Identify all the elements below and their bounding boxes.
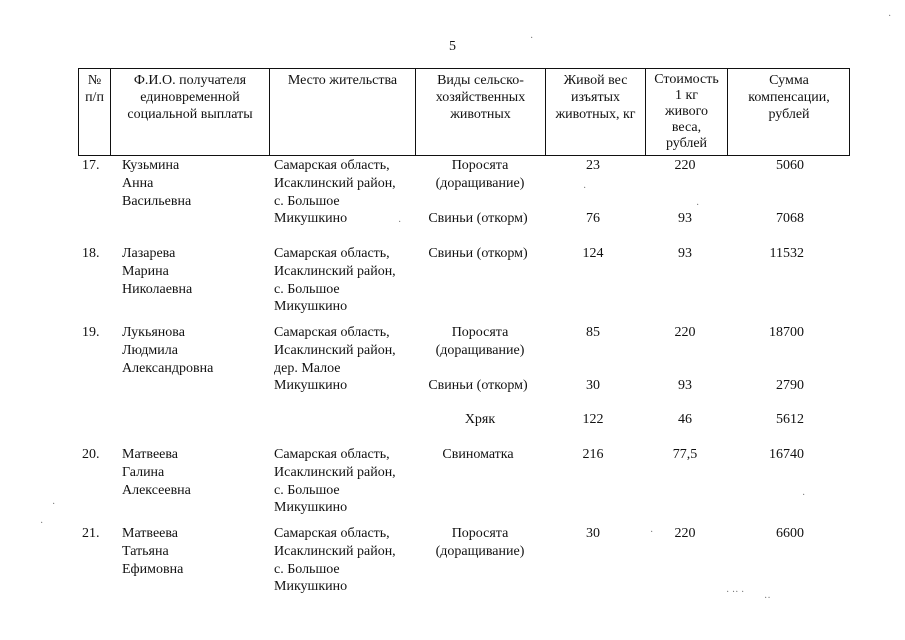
residence-line: Исаклинский район, — [274, 343, 396, 358]
scan-speck: · — [398, 217, 402, 228]
animal-type: Свиноматка — [442, 447, 514, 462]
recipient-first-name: Галина — [122, 465, 165, 480]
weight-value: 124 — [582, 246, 604, 261]
table-header — [78, 68, 850, 156]
sum-value: 2790 — [776, 378, 804, 393]
weight-value: 85 — [586, 325, 600, 340]
header-num: № п/п — [85, 73, 104, 105]
cost-value: 220 — [674, 325, 696, 340]
weight-value: 30 — [586, 378, 600, 393]
recipient-surname: Лазарева — [122, 246, 176, 261]
animal-type-note: (доращивание) — [435, 343, 525, 358]
residence-line: с. Большое — [274, 562, 340, 577]
sum-value: 5612 — [776, 412, 804, 427]
sum-value: 7068 — [776, 211, 804, 226]
recipient-surname: Кузьмина — [122, 158, 180, 173]
row-number: 20. — [82, 447, 100, 462]
cost-value: 93 — [678, 246, 692, 261]
recipient-patronymic: Васильевна — [122, 194, 192, 209]
header-sum: Сумма компенсации, рублей — [748, 73, 830, 122]
weight-value: 216 — [582, 447, 604, 462]
header-cost: Стоимость 1 кг живого веса, рублей — [654, 72, 719, 151]
residence-line: Исаклинский район, — [274, 465, 396, 480]
residence-line: с. Большое — [274, 194, 340, 209]
residence-line: Исаклинский район, — [274, 176, 396, 191]
scan-speck: · — [696, 200, 700, 211]
recipient-patronymic: Александровна — [122, 361, 214, 376]
residence-line: Микушкино — [274, 211, 348, 226]
residence-line: Самарская область, — [274, 246, 390, 261]
cost-value: 220 — [674, 526, 696, 541]
sum-value: 5060 — [776, 158, 804, 173]
cost-value: 93 — [678, 378, 692, 393]
animal-type: Поросята — [451, 158, 509, 173]
residence-line: Самарская область, — [274, 325, 390, 340]
animal-type-note: (доращивание) — [435, 544, 525, 559]
header-residence: Место жительства — [287, 73, 398, 88]
recipient-first-name: Татьяна — [122, 544, 169, 559]
row-number: 18. — [82, 246, 100, 261]
page-number: 5 — [449, 39, 456, 54]
cost-value: 77,5 — [672, 447, 698, 462]
residence-line: с. Большое — [274, 282, 340, 297]
residence-line: дер. Малое — [274, 361, 341, 376]
scan-speck: · — [52, 499, 56, 510]
residence-line: Микушкино — [274, 299, 348, 314]
residence-line: Самарская область, — [274, 526, 390, 541]
animal-type: Свиньи (откорм) — [428, 211, 528, 226]
scan-speck: · — [888, 11, 892, 22]
residence-line: Самарская область, — [274, 158, 390, 173]
row-number: 21. — [82, 526, 100, 541]
residence-line: с. Большое — [274, 483, 340, 498]
sum-value: 6600 — [776, 526, 804, 541]
sum-value: 16740 — [769, 447, 804, 462]
animal-type: Свиньи (откорм) — [428, 246, 528, 261]
scan-speck: ·· — [764, 593, 771, 604]
residence-line: Исаклинский район, — [274, 264, 396, 279]
animal-type: Поросята — [451, 325, 509, 340]
row-number: 17. — [82, 158, 100, 173]
cost-value: 46 — [678, 412, 692, 427]
scan-speck: · — [530, 33, 534, 44]
scan-speck: · — [802, 490, 806, 501]
weight-value: 30 — [586, 526, 600, 541]
recipient-surname: Матвеева — [122, 526, 179, 541]
scan-speck: · — [40, 518, 44, 529]
recipient-first-name: Марина — [122, 264, 169, 279]
residence-line: Микушкино — [274, 500, 348, 515]
scan-speck: · — [583, 183, 587, 194]
residence-line: Самарская область, — [274, 447, 390, 462]
header-name: Ф.И.О. получателя единовременной социальной выплаты — [127, 73, 253, 122]
residence-line: Исаклинский район, — [274, 544, 396, 559]
recipient-patronymic: Николаевна — [122, 282, 193, 297]
weight-value: 23 — [586, 158, 600, 173]
animal-type: Поросята — [451, 526, 509, 541]
residence-line: Микушкино — [274, 378, 348, 393]
weight-value: 122 — [582, 412, 604, 427]
residence-line: Микушкино — [274, 579, 348, 594]
sum-value: 11532 — [769, 246, 804, 261]
cost-value: 220 — [674, 158, 696, 173]
header-animals: Виды сельско- хозяйственных животных — [435, 73, 526, 122]
recipient-patronymic: Ефимовна — [122, 562, 184, 577]
scan-speck: · — [650, 527, 654, 538]
animal-type: Хряк — [464, 412, 496, 427]
header-weight: Живой вес изъятых животных, кг — [555, 73, 636, 122]
recipient-surname: Лукьянова — [122, 325, 185, 340]
scan-speck: · ·· · — [726, 587, 745, 598]
cost-value: 93 — [678, 211, 692, 226]
recipient-first-name: Людмила — [122, 343, 178, 358]
recipient-surname: Матвеева — [122, 447, 179, 462]
recipient-first-name: Анна — [122, 176, 154, 191]
sum-value: 18700 — [769, 325, 804, 340]
recipient-patronymic: Алексеевна — [122, 483, 191, 498]
weight-value: 76 — [586, 211, 600, 226]
row-number: 19. — [82, 325, 100, 340]
animal-type: Свиньи (откорм) — [428, 378, 528, 393]
animal-type-note: (доращивание) — [435, 176, 525, 191]
